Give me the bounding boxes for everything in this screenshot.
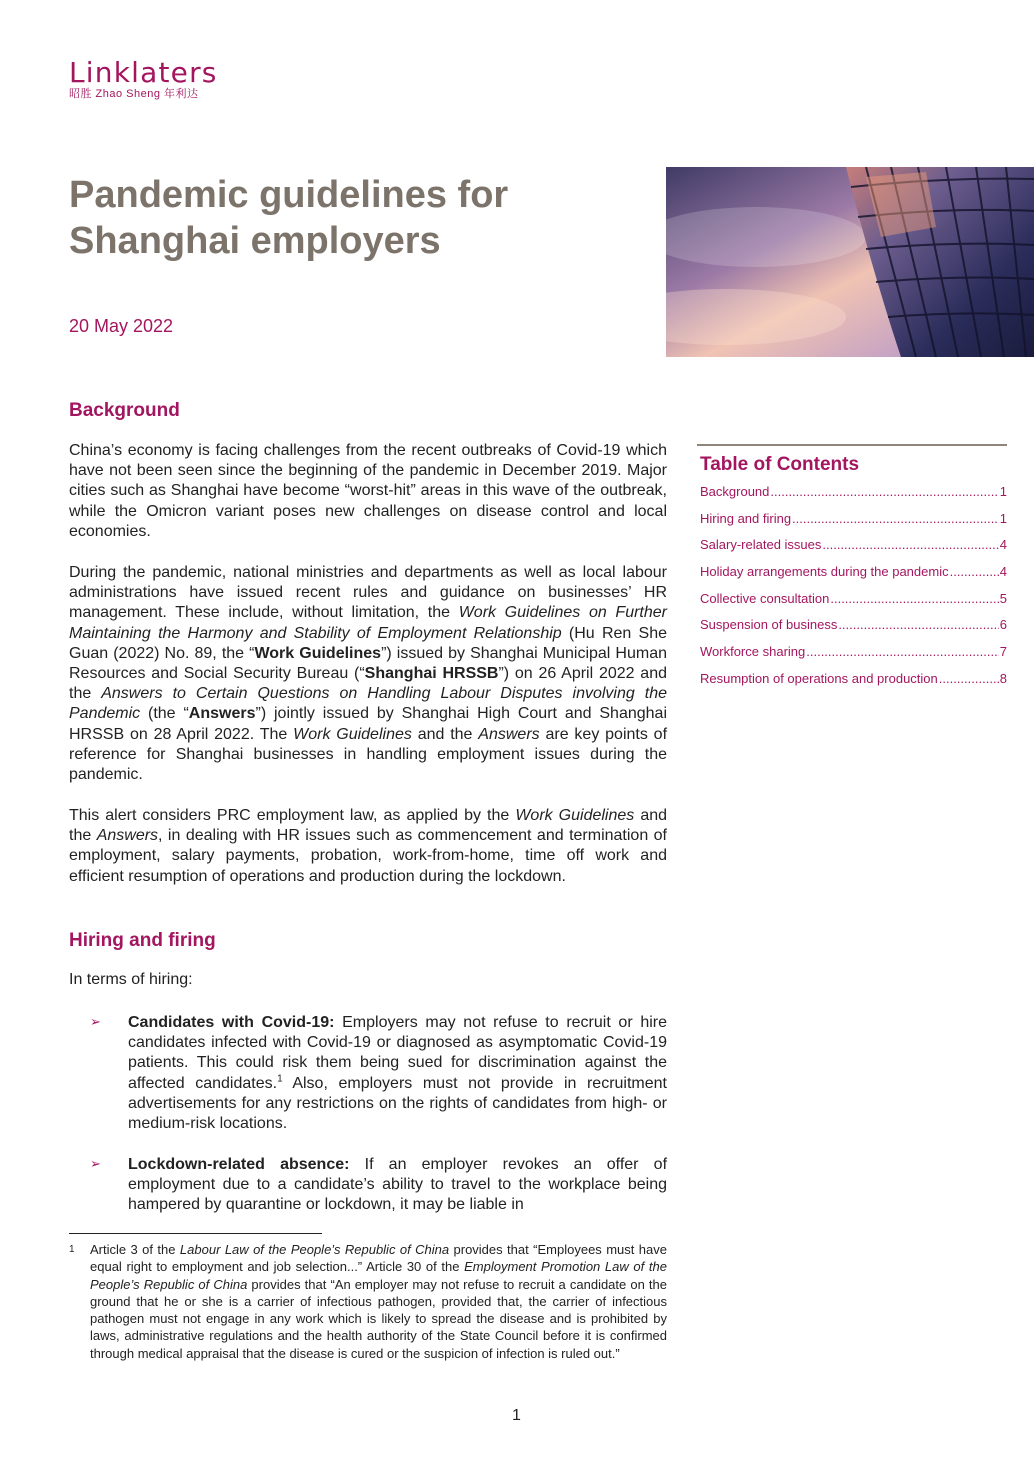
toc-item-background[interactable]: Background ..... 1 [697, 484, 1007, 511]
footnote-separator [69, 1233, 322, 1234]
footnote-1 [69, 1241, 667, 1362]
bullet-text: Lockdown-related absence: If an employer revokes an offer of employment due to a candidate’s ability to travel to the workplace being hampered by quarantine or lockdown, it may be liable in [128, 1156, 668, 1214]
cover-image-building [666, 167, 1034, 357]
toc-list [697, 484, 1007, 698]
table-of-contents [697, 444, 1007, 698]
footnote-number: 1 [69, 1244, 75, 1255]
toc-item-resumption-of-operations[interactable]: Resumption of operations and production ..... 8 [697, 671, 1007, 698]
toc-item-suspension-of-business[interactable]: Suspension of business ..... 6 [697, 617, 1007, 644]
bullet-text: Candidates with Covid-19: Employers may not refuse to recruit or hire candidates infected with Covid-19 or diagnosed as asymptomatic Covid-19 patients. This could risk them being sued for discrimination against the affected candidates.$^1$ Also, employers must not provide in recruitment advertisements for any restrictions on the rights of candidates from high- or medium-risk locations. [128, 1014, 668, 1133]
background-paragraph-2: During the pandemic, national ministries and departments as well as local labour administrations have issued recent rules and guidance on businesses’ HR management. These include, without limitation, the Work Guidelines on Further Maintaining the Harmony and Stability of Employment Relationship (Hu Ren She Guan (2022) No. 89, the “Work Guidelines”) issued by Shanghai Municipal Human Resources and Social Security Bureau (“Shanghai HRSSB”) on 26 April 2022 and the Answers to Certain Questions on Handling Labour Disputes involving the Pandemic (the “Answers”) jointly issued by Shanghai High Court and Shanghai HRSSB on 28 April 2022. The Work Guidelines and the Answers are key points of reference for Shanghai businesses in handling employment issues during the pandemic. [69, 564, 668, 784]
document-title [69, 172, 649, 264]
arrow-bullet-icon: ➢ [90, 1156, 101, 1171]
arrow-bullet-icon: ➢ [90, 1014, 101, 1029]
bullet-candidates-with-covid [90, 1013, 667, 1134]
logo-wordmark: Linklaters [69, 56, 218, 89]
logo-subtitle: 昭胜 Zhao Sheng 年利达 [69, 88, 199, 100]
linklaters-logo [69, 57, 218, 101]
bullet-lockdown-related-absence [90, 1155, 667, 1216]
footnote-text: Article 3 of the Labour Law of the People’s Republic of China provides that “Employees must have equal right to employment and job selection...” Article 30 of the Employment Promotion Law of the People’s Republic of China provides that “An employer may not refuse to recruit a candidate on the ground that he or she is a carrier of infectious pathogen, provided that, the carrier of infectious pathogen must not engage in any work which is likely to spread the disease and is prohibited by laws, administrative regulations and the health authority of the State Council before it is confirmed through medical appraisal that the disease is cured or the suspicion of infection is ruled out.” [90, 1242, 667, 1361]
toc-item-workforce-sharing[interactable]: Workforce sharing ..... 7 [697, 644, 1007, 671]
hiring-intro: In terms of hiring: [69, 971, 193, 988]
background-paragraph-3: This alert considers PRC employment law, as applied by the Work Guidelines and the Answers, in dealing with HR issues such as commencement and termination of employment, salary payments, probation, work-from-home, time off work and efficient resumption of operations and production during the lockdown. [69, 807, 668, 885]
toc-item-collective-consultation[interactable]: Collective consultation ..... 5 [697, 591, 1007, 618]
glass-facade-illustration [666, 167, 1034, 357]
background-paragraph-1: China’s economy is facing challenges from the recent outbreaks of Covid-19 which have not been seen since the beginning of the pandemic in December 2019. Major cities such as Shanghai have become “worst-hit” areas in this wave of the outbreak, while the Omicron variant poses new challenges on disease control and local economies. [69, 442, 667, 540]
title-line-1: Pandemic guidelines for [69, 174, 509, 216]
footnote-reference[interactable]: 1 [277, 1073, 283, 1085]
toc-item-holiday-arrangements[interactable]: Holiday arrangements during the pandemic ..... 4 [697, 564, 1007, 591]
publication-date: 20 May 2022 [69, 316, 174, 336]
toc-item-salary-related-issues[interactable]: Salary-related issues ..... 4 [697, 537, 1007, 564]
section-heading-background: Background [69, 400, 180, 421]
toc-title: Table of Contents [700, 454, 860, 475]
page-number: 1 [512, 1407, 521, 1424]
section-heading-hiring-and-firing: Hiring and firing [69, 930, 216, 951]
title-line-2: Shanghai employers [69, 220, 441, 262]
toc-item-hiring-and-firing[interactable]: Hiring and firing ..... 1 [697, 511, 1007, 538]
